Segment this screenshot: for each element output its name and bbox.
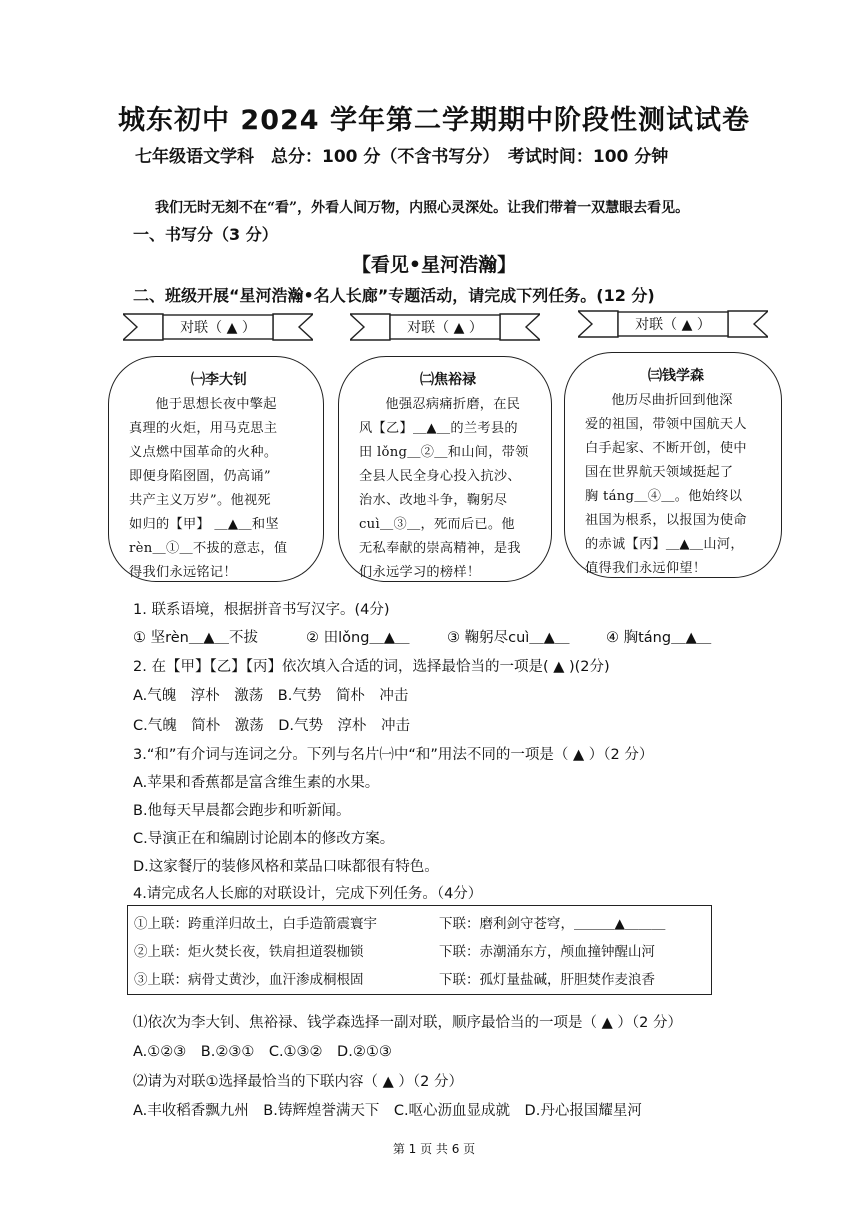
q2-option-row: A.气魄 淳朴 激荡 B.气势 简朴 冲击	[133, 688, 409, 704]
card-line: 国在世界航天领域挺起了	[585, 465, 734, 480]
exam-subtitle: 七年级语文学科 总分：100 分（不含书写分） 考试时间：100 分钟	[135, 147, 669, 167]
card-line: 他强忍病痛折磨，在民	[385, 397, 521, 412]
card-line: 的赤诚【丙】＿▲＿山河，	[585, 537, 744, 552]
card-title: ㈢钱学森	[648, 368, 704, 384]
question-2: 2. 在【甲】【乙】【丙】依次填入合适的词，选择最恰当的一项是( ▲ )(2分)	[133, 659, 610, 675]
question-4-2: ⑵请为对联①选择最恰当的下联内容（ ▲ ）（2 分）	[133, 1074, 463, 1090]
card-line: 全县人民全身心投入抗沙、	[359, 469, 521, 484]
q4-2-options: A.丰收稻香飘九州 B.铸辉煌誉满天下 C.呕心沥血显成就 D.丹心报国耀星河	[133, 1103, 642, 1119]
card-li-dazhao	[108, 356, 324, 582]
question-3: 3.“和”有介词与连词之分。下列与名片㈠中“和”用法不同的一项是（ ▲ ）（2 分）	[133, 747, 654, 763]
section-2-heading: 二、班级开展“星河浩瀚•名人长廊”专题活动，请完成下列任务。(12 分)	[133, 286, 655, 305]
card-line: 们永远学习的榜样！	[359, 565, 481, 580]
q1-item: ③ 鞠躬尽cuì＿▲＿	[447, 630, 570, 646]
card-jiao-yulu	[338, 356, 552, 582]
couplet-table	[127, 905, 712, 995]
ribbon-label: 对联（ ▲ ）	[407, 320, 483, 336]
card-line: 他历尽曲折回到他深	[611, 393, 733, 408]
ribbon-3	[578, 309, 768, 339]
theme-heading: 【看见•星河浩瀚】	[351, 254, 517, 276]
card-line: cuì＿③＿，死而后已。他	[359, 517, 515, 532]
q3-option: C.导演正在和编剧讨论剧本的修改方案。	[133, 831, 395, 847]
card-line: 他于思想长夜中擎起	[155, 397, 277, 412]
card-line: 无私奉献的崇高精神，是我	[359, 541, 521, 556]
couplet-upper: ②上联：炬火焚长夜，铁肩担道裂枷锁	[134, 944, 364, 960]
card-line: 祖国为根系，以报国为使命	[585, 513, 747, 528]
card-title: ㈡焦裕禄	[420, 372, 476, 388]
q3-option: A.苹果和香蕉都是富含维生素的水果。	[133, 775, 380, 791]
card-line: 即便身陷囹圄，仍高诵”	[129, 469, 271, 484]
q1-item: ② 田lǒng＿▲＿	[306, 630, 410, 646]
q1-item: ④ 胸táng＿▲＿	[606, 630, 712, 646]
q1-item: ① 坚rèn＿▲＿不拔	[133, 630, 259, 646]
q2-option-row: C.气魄 简朴 激荡 D.气势 淳朴 冲击	[133, 718, 411, 734]
question-4: 4.请完成名人长廊的对联设计，完成下列任务。（4分）	[133, 886, 483, 902]
couplet-lower: 下联：赤潮涌东方，颅血撞钟醒山河	[439, 944, 655, 960]
couplet-lower: 下联：磨利剑守苍穹，＿＿＿▲＿＿＿	[439, 916, 666, 932]
card-line: 治水、改地斗争，鞠躬尽	[359, 493, 508, 508]
q3-option: D.这家餐厅的装修风格和菜品口味都很有特色。	[133, 859, 439, 875]
exam-title: 城东初中 2024 学年第二学期期中阶段性测试试卷	[118, 105, 750, 136]
card-line: 风【乙】＿▲＿的兰考县的	[359, 421, 518, 436]
ribbon-label: 对联（ ▲ ）	[180, 320, 256, 336]
couplet-upper: ③上联：病骨丈黄沙，血汗渗成桐根固	[134, 972, 364, 988]
ribbon-2	[350, 312, 540, 342]
card-line: 值得我们永远仰望！	[585, 561, 707, 576]
card-line: 胸 táng＿④＿。他始终以	[585, 489, 743, 504]
couplet-upper: ①上联：跨重洋归故土，白手造箭震寰宇	[134, 916, 377, 932]
couplet-lower: 下联：孤灯量盐碱，肝胆焚作麦浪香	[439, 972, 655, 988]
card-line: 白手起家、不断开创，使中	[585, 441, 747, 456]
q4-1-options: A.①②③ B.②③① C.①③② D.②①③	[133, 1044, 392, 1060]
card-line: 爱的祖国，带领中国航天人	[585, 417, 747, 432]
page-footer: 第 1 页 共 6 页	[392, 1142, 476, 1156]
card-line: 田 lǒng＿②＿和山间，带领	[359, 445, 529, 460]
card-title: ㈠李大钊	[191, 372, 247, 388]
card-line: 真理的火炬，用马克思主	[129, 421, 278, 436]
card-line: 义点燃中国革命的火种。	[129, 445, 278, 460]
q3-option: B.他每天早晨都会跑步和听新闻。	[133, 803, 351, 819]
ribbon-label: 对联（ ▲ ）	[635, 317, 711, 333]
ribbon-1	[123, 312, 313, 342]
card-line: 共产主义万岁”。他视死	[129, 493, 271, 508]
card-line: 得我们永远铭记！	[129, 565, 237, 580]
section-1-heading: 一、书写分（3 分）	[133, 225, 278, 244]
card-line: 如归的【甲】 ＿▲＿和坚	[129, 517, 279, 532]
question-1: 1. 联系语境，根据拼音书写汉字。(4分)	[133, 602, 390, 618]
card-line: rèn＿①＿不拔的意志，值	[129, 541, 288, 556]
intro-text: 我们无时无刻不在“看”，外看人间万物，内照心灵深处。让我们带着一双慧眼去看见。	[155, 200, 690, 216]
card-qian-xuesen	[564, 352, 782, 578]
question-4-1: ⑴依次为李大钊、焦裕禄、钱学森选择一副对联，顺序最恰当的一项是（ ▲ ）（2 分）	[133, 1015, 682, 1031]
